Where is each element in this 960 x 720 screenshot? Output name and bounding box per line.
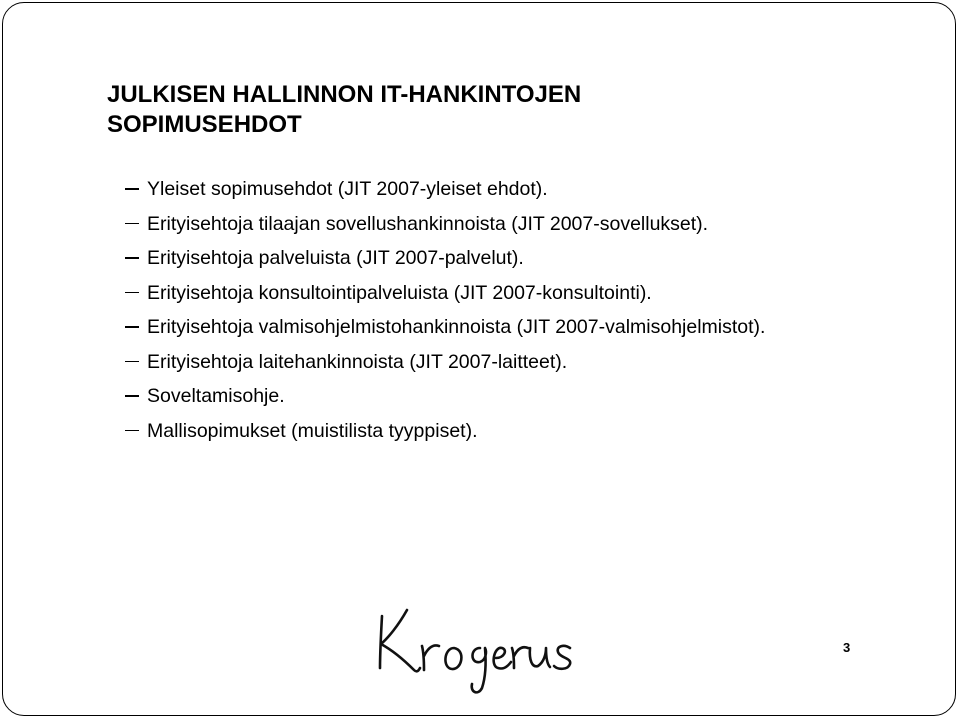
bullet-item [125,351,765,386]
bullet-text: Yleiset sopimusehdot (JIT 2007-yleiset ehdot). [147,178,548,200]
dash-icon [125,430,139,432]
dash-icon [125,292,139,294]
dash-icon [125,361,139,363]
bullet-text: Erityisehtoja laitehankinnoista (JIT 2007-laitteet). [147,350,568,373]
dash-icon [125,395,139,397]
logo-e [494,648,511,669]
bullet-text: Erityisehtoja valmisohjelmistohankinnoista (JIT 2007-valmisohjelmistot). [147,316,766,338]
slide-title [107,80,867,140]
logo-u [530,648,550,667]
logo-k-arms [381,610,420,671]
bullet-list [125,178,765,454]
bullet-text: Soveltamisohje. [147,385,285,407]
logo-o [445,648,461,669]
logo-r2 [512,647,528,668]
krogerus-logo [372,604,582,696]
bullet-text: Mallisopimukset (muistilista tyyppiset). [147,419,478,442]
page-number: 3 [843,640,851,655]
bullet-item [125,316,765,351]
bullet-text: Erityisehtoja palveluista (JIT 2007-palvelut). [147,247,524,269]
dash-icon [125,223,139,225]
bullet-item [125,178,765,213]
dash-icon [125,326,139,328]
bullet-item [125,213,765,248]
logo-r [422,645,439,670]
bullet-item [125,247,765,282]
bullet-text: Erityisehtoja tilaajan sovellushankinnoista (JIT 2007-sovellukset). [147,212,709,235]
slide-title-line-2: SOPIMUSEHDOT [107,111,302,138]
slide-title-line-1: JULKISEN HALLINNON IT-HANKINTOJEN [107,81,582,108]
dash-icon [125,257,139,259]
logo-g [472,648,486,692]
bullet-item [125,385,765,420]
bullet-item [125,282,765,317]
dash-icon [125,188,139,190]
bullet-item [125,420,765,455]
bullet-text: Erityisehtoja konsultointipalveluista (JIT 2007-konsultointi). [147,281,652,304]
logo-s [554,646,570,669]
